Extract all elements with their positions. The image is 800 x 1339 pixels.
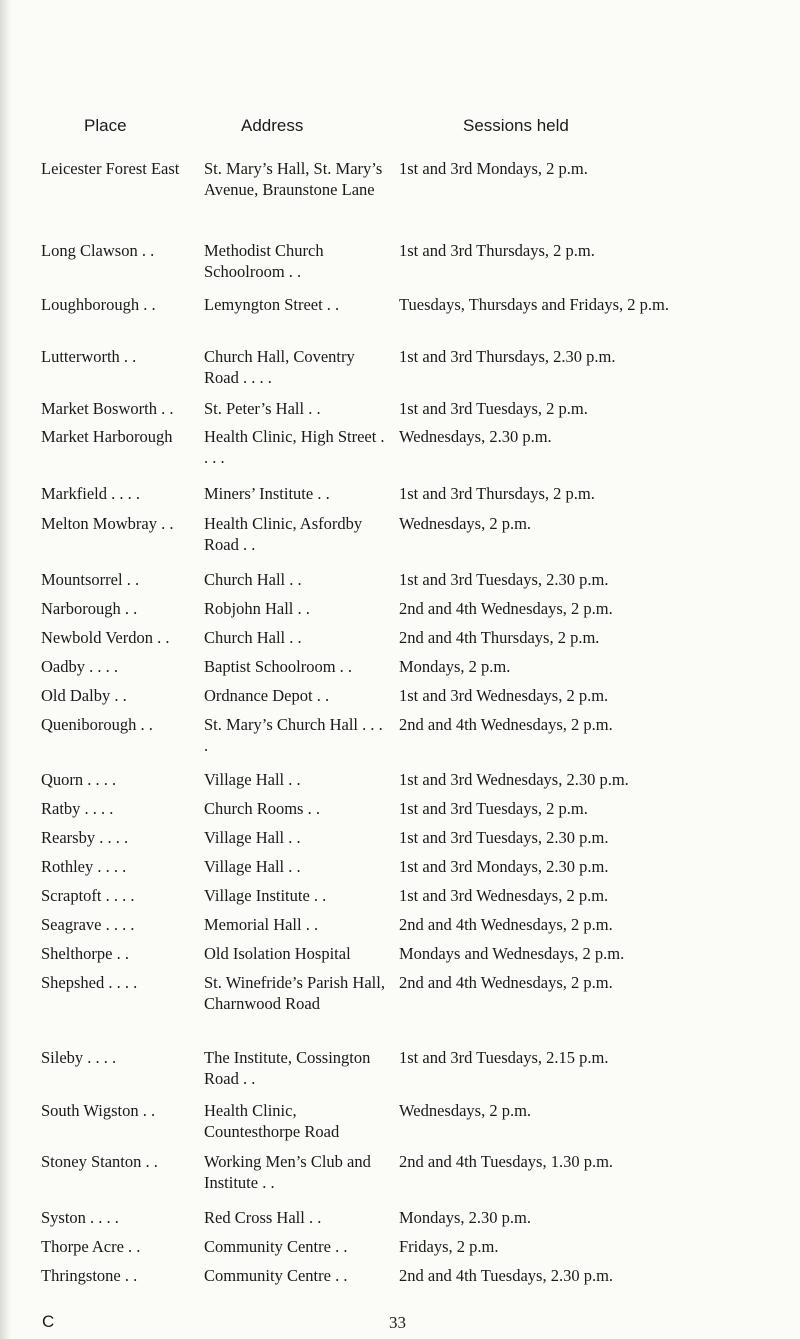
table-row — [0, 513, 800, 569]
address-cell: Lemyngton Street . . — [204, 295, 340, 314]
place-cell: Stoney Stanton . . — [41, 1152, 158, 1171]
address-cell: The Institute, Cossington Road . . — [204, 1048, 371, 1088]
table-row — [0, 346, 800, 398]
sessions-cell: Mondays, 2.30 p.m. — [399, 1208, 531, 1227]
table-row — [0, 483, 800, 513]
sessions-cell: 2nd and 4th Thursdays, 2 p.m. — [399, 628, 600, 647]
table-header — [0, 116, 800, 146]
place-cell: Quorn . . . . — [41, 770, 117, 789]
place-cell: Thringstone . . — [41, 1266, 138, 1285]
header-sessions: Sessions held — [463, 116, 569, 135]
sessions-cell: 2nd and 4th Wednesdays, 2 p.m. — [399, 599, 613, 618]
address-cell: Old Isolation Hospital — [204, 944, 351, 963]
sessions-cell: 1st and 3rd Tuesdays, 2.30 p.m. — [399, 570, 609, 589]
address-cell: Church Hall . . — [204, 628, 302, 647]
header-place: Place — [84, 116, 127, 135]
table-row — [0, 972, 800, 1047]
sessions-cell: Wednesdays, 2.30 p.m. — [399, 427, 552, 446]
sessions-cell: 1st and 3rd Tuesdays, 2.15 p.m. — [399, 1048, 609, 1067]
place-cell: Market Bosworth . . — [41, 399, 174, 418]
sessions-cell: 1st and 3rd Thursdays, 2.30 p.m. — [399, 347, 616, 366]
sessions-cell: 2nd and 4th Tuesdays, 1.30 p.m. — [399, 1152, 614, 1171]
clinic-table — [0, 158, 800, 1294]
table-row — [0, 158, 800, 240]
address-cell: Miners’ Institute . . — [204, 484, 330, 503]
sessions-cell: Mondays and Wednesdays, 2 p.m. — [399, 944, 625, 963]
table-row — [0, 1236, 800, 1265]
table-row — [0, 1265, 800, 1294]
table-row — [0, 827, 800, 856]
sessions-cell: 1st and 3rd Tuesdays, 2.30 p.m. — [399, 828, 609, 847]
address-cell: Baptist Schoolroom . . — [204, 657, 353, 676]
place-cell: Shepshed . . . . — [41, 973, 138, 992]
place-cell: Shelthorpe . . — [41, 944, 129, 963]
place-cell: Newbold Verdon . . — [41, 628, 170, 647]
place-cell: Ratby . . . . — [41, 799, 114, 818]
table-row — [0, 943, 800, 972]
sessions-cell: 1st and 3rd Thursdays, 2 p.m. — [399, 484, 595, 503]
sessions-cell: 1st and 3rd Mondays, 2 p.m. — [399, 159, 588, 178]
place-cell: Leicester Forest East — [41, 159, 180, 178]
address-cell: Church Hall . . — [204, 570, 302, 589]
table-row — [0, 294, 800, 346]
sessions-cell: Tuesdays, Thursdays and Fridays, 2 p.m. — [399, 295, 669, 314]
table-row — [0, 627, 800, 656]
address-cell: Health Clinic, Countesthorpe Road — [204, 1101, 340, 1141]
address-cell: Community Centre . . — [204, 1237, 348, 1256]
place-cell: Melton Mowbray . . — [41, 514, 174, 533]
address-cell: Health Clinic, Asfordby Road . . — [204, 514, 363, 554]
place-cell: Sileby . . . . — [41, 1048, 117, 1067]
page-number: 33 — [389, 1313, 406, 1332]
table-row — [0, 685, 800, 714]
table-row — [0, 885, 800, 914]
sessions-cell: 1st and 3rd Wednesdays, 2 p.m. — [399, 886, 609, 905]
address-cell: St. Mary’s Church Hall . . . . — [204, 715, 383, 755]
sessions-cell: 1st and 3rd Wednesdays, 2.30 p.m. — [399, 770, 629, 789]
place-cell: Narborough . . — [41, 599, 138, 618]
sessions-cell: 1st and 3rd Tuesdays, 2 p.m. — [399, 399, 588, 418]
table-row — [0, 598, 800, 627]
place-cell: Long Clawson . . — [41, 241, 155, 260]
table-row — [0, 569, 800, 598]
address-cell: Ordnance Depot . . — [204, 686, 330, 705]
sessions-cell: 1st and 3rd Thursdays, 2 p.m. — [399, 241, 595, 260]
sessions-cell: 1st and 3rd Mondays, 2.30 p.m. — [399, 857, 609, 876]
address-cell: St. Peter’s Hall . . — [204, 399, 321, 418]
place-cell: Syston . . . . — [41, 1208, 119, 1227]
table-row — [0, 769, 800, 798]
address-cell: Village Institute . . — [204, 886, 327, 905]
sessions-cell: Mondays, 2 p.m. — [399, 657, 511, 676]
sessions-cell: 1st and 3rd Tuesdays, 2 p.m. — [399, 799, 588, 818]
table-row — [0, 798, 800, 827]
place-cell: Lutterworth . . — [41, 347, 137, 366]
place-cell: Market Harborough — [41, 427, 173, 446]
place-cell: Seagrave . . . . — [41, 915, 135, 934]
address-cell: Memorial Hall . . — [204, 915, 319, 934]
table-row — [0, 240, 800, 294]
place-cell: Old Dalby . . — [41, 686, 127, 705]
place-cell: Thorpe Acre . . — [41, 1237, 141, 1256]
table-row — [0, 398, 800, 426]
header-address: Address — [241, 116, 304, 135]
sessions-cell: 2nd and 4th Tuesdays, 2.30 p.m. — [399, 1266, 614, 1285]
table-row — [0, 656, 800, 685]
table-row — [0, 1207, 800, 1236]
address-cell: Robjohn Hall . . — [204, 599, 310, 618]
place-cell: Queniborough . . — [41, 715, 153, 734]
signature-mark: C — [42, 1312, 55, 1331]
sessions-cell: Wednesdays, 2 p.m. — [399, 514, 532, 533]
place-cell: Loughborough . . — [41, 295, 156, 314]
sessions-cell: 1st and 3rd Wednesdays, 2 p.m. — [399, 686, 609, 705]
address-cell: Village Hall . . — [204, 770, 301, 789]
address-cell: Church Hall, Coventry Road . . . . — [204, 347, 355, 387]
table-row — [0, 1151, 800, 1207]
address-cell: Health Clinic, High Street . . . . — [204, 427, 385, 467]
table-row — [0, 1047, 800, 1100]
address-cell: Methodist Church Schoolroom . . — [204, 241, 324, 281]
address-cell: Community Centre . . — [204, 1266, 348, 1285]
address-cell: Village Hall . . — [204, 828, 301, 847]
table-row — [0, 914, 800, 943]
sessions-cell: 2nd and 4th Wednesdays, 2 p.m. — [399, 973, 613, 992]
place-cell: Oadby . . . . — [41, 657, 118, 676]
address-cell: Working Men’s Club and Institute . . — [204, 1152, 371, 1192]
sessions-cell: Fridays, 2 p.m. — [399, 1237, 499, 1256]
address-cell: St. Mary’s Hall, St. Mary’s Avenue, Braunstone Lane — [204, 159, 383, 199]
address-cell: Village Hall . . — [204, 857, 301, 876]
place-cell: Rearsby . . . . — [41, 828, 129, 847]
table-row — [0, 856, 800, 885]
sessions-cell: Wednesdays, 2 p.m. — [399, 1101, 532, 1120]
place-cell: South Wigston . . — [41, 1101, 156, 1120]
address-cell: St. Winefride’s Parish Hall, Charnwood Road — [204, 973, 385, 1013]
table-row — [0, 426, 800, 483]
sessions-cell: 2nd and 4th Wednesdays, 2 p.m. — [399, 915, 613, 934]
place-cell: Markfield . . . . — [41, 484, 140, 503]
place-cell: Rothley . . . . — [41, 857, 127, 876]
place-cell: Mountsorrel . . — [41, 570, 140, 589]
address-cell: Red Cross Hall . . — [204, 1208, 322, 1227]
sessions-cell: 2nd and 4th Wednesdays, 2 p.m. — [399, 715, 613, 734]
table-row — [0, 1100, 800, 1151]
address-cell: Church Rooms . . — [204, 799, 320, 818]
place-cell: Scraptoft . . . . — [41, 886, 135, 905]
table-row — [0, 714, 800, 769]
